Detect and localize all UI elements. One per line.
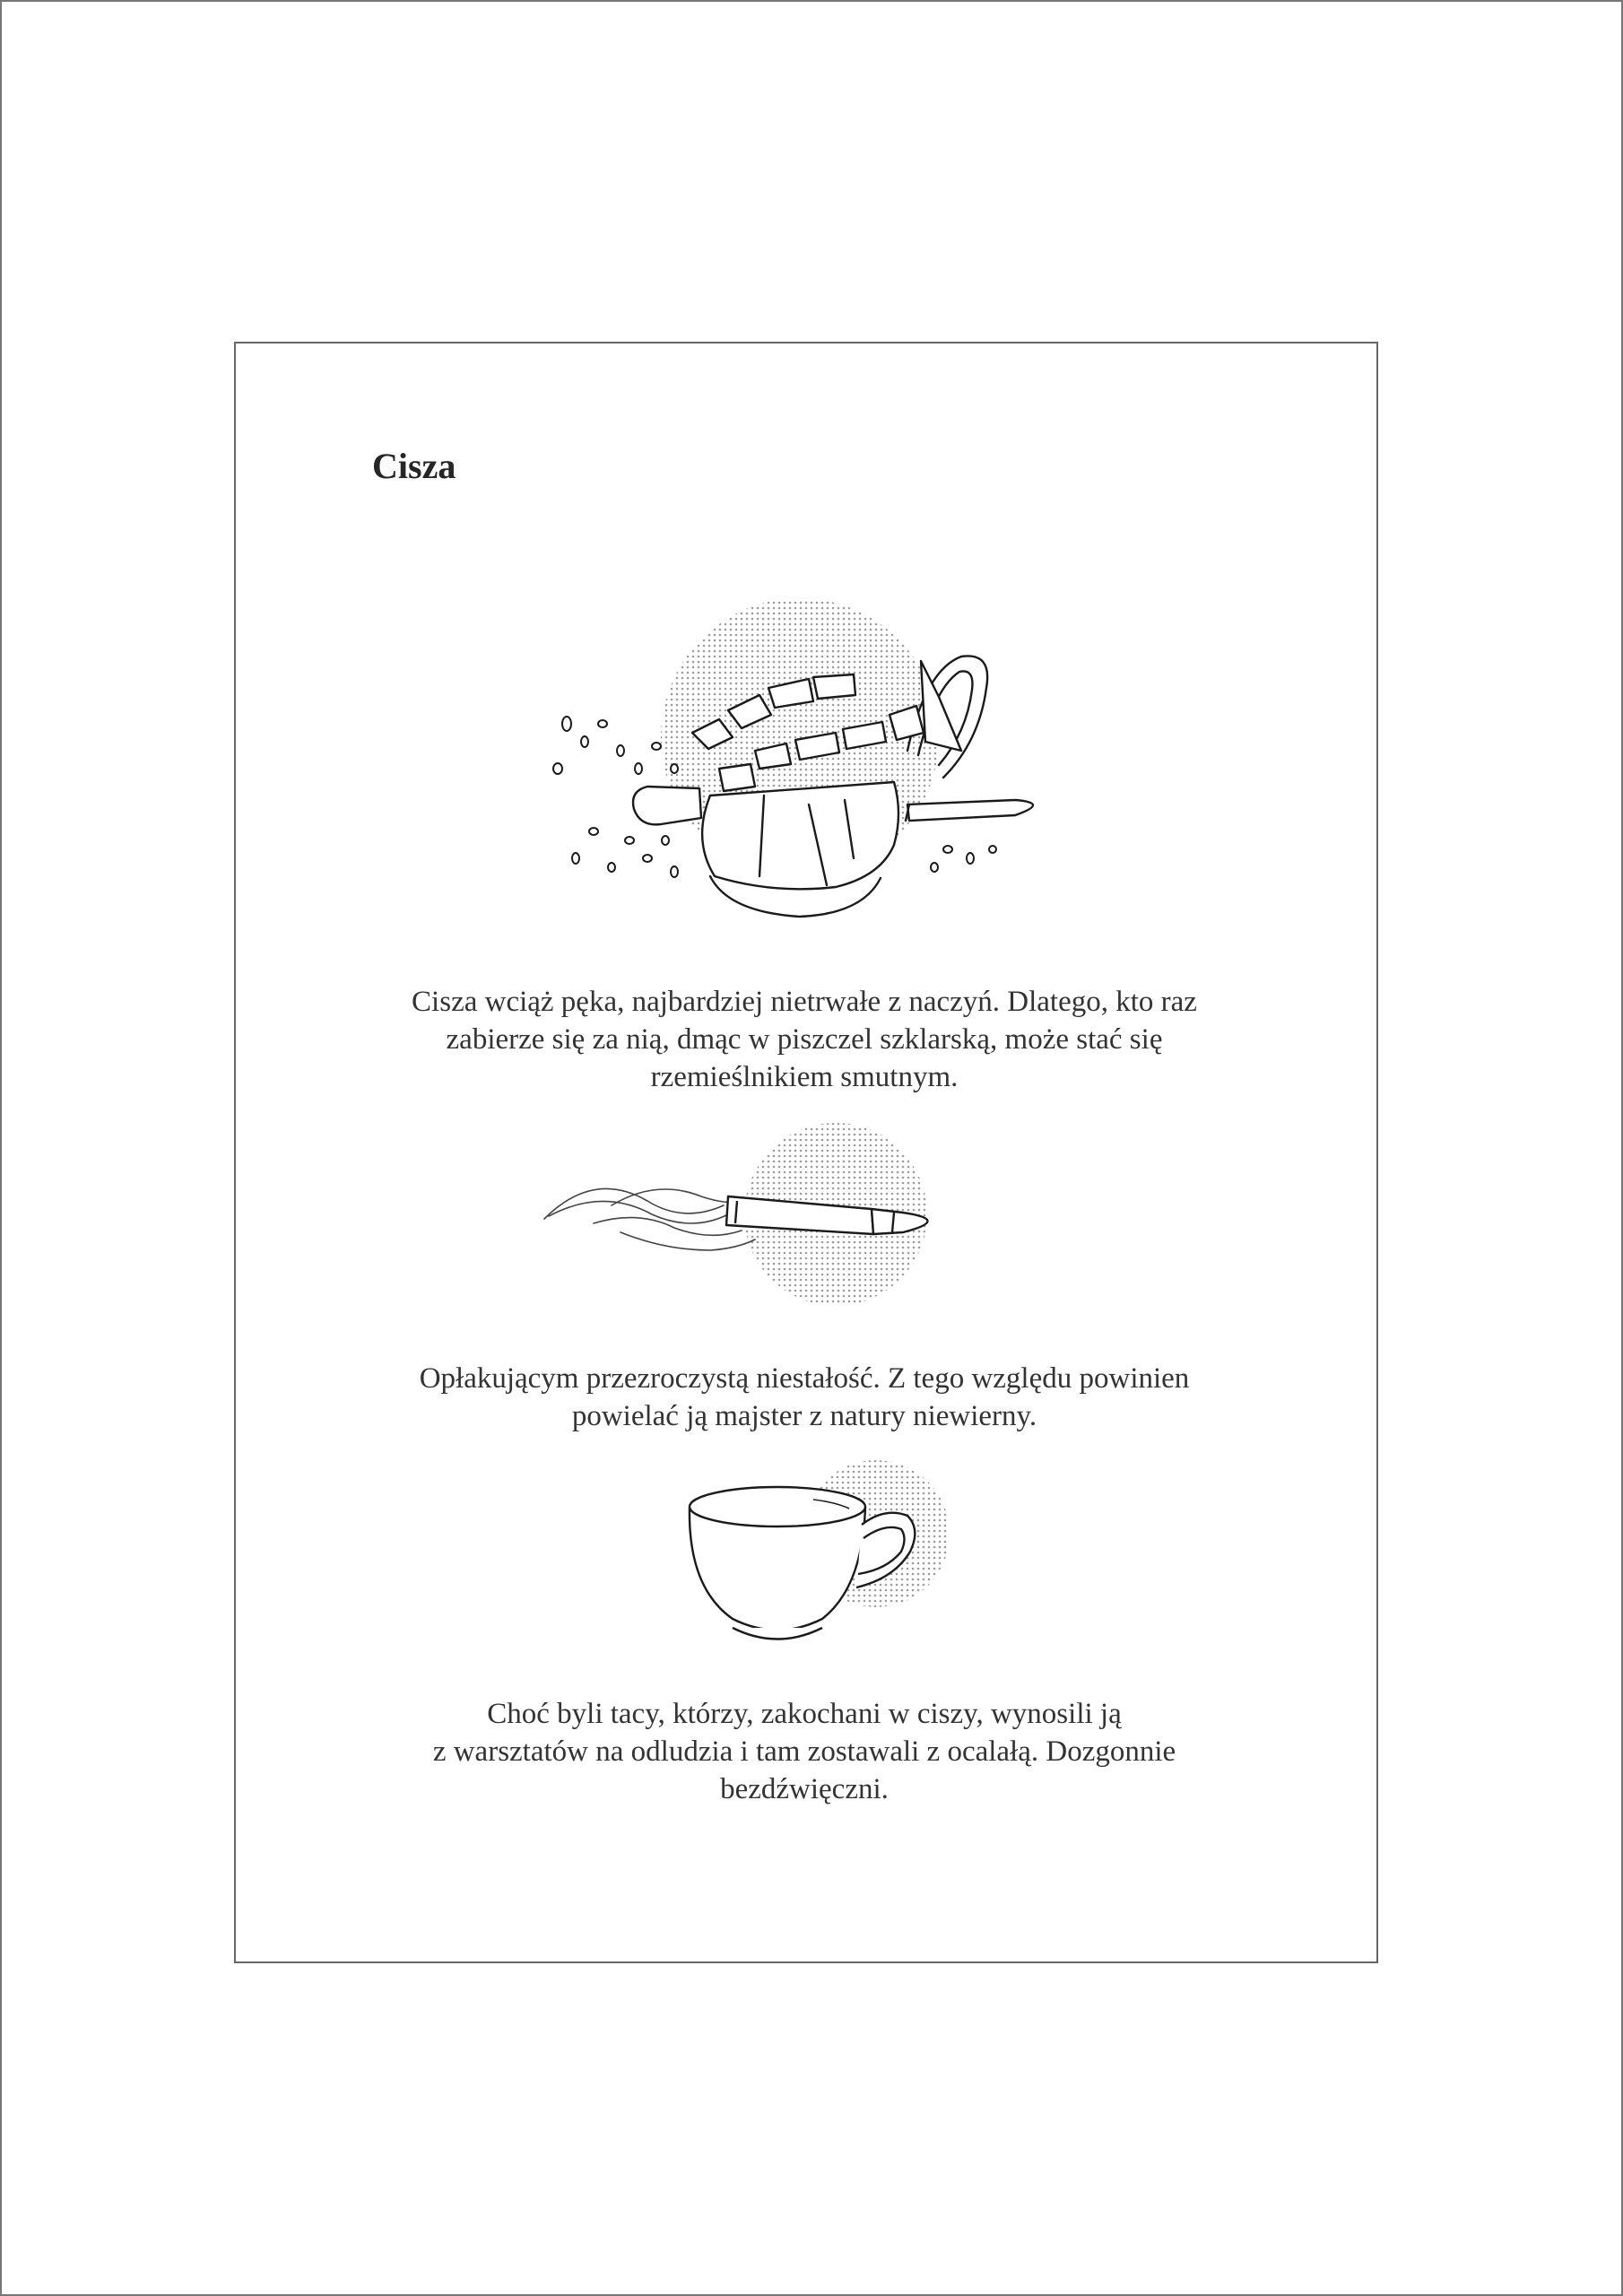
teacup-icon: [679, 1453, 948, 1659]
paragraph-3-line-3: bezdźwięczni.: [720, 1773, 889, 1805]
paragraph-1: [343, 983, 1266, 1096]
paragraph-3-line-2: z warsztatów na odludzia i tam zostawali z ocalałą. Dozgonnie: [432, 1735, 1176, 1768]
paragraph-1-line-3: rzemieślnikiem smutnym.: [650, 1061, 959, 1093]
page-title: Cisza: [372, 446, 456, 486]
paragraph-2: [343, 1360, 1266, 1435]
paragraph-2-line-2: powielać ją majster z natury niewierny.: [571, 1400, 1037, 1432]
paragraph-3: [343, 1695, 1266, 1808]
bullet-icon: [540, 1116, 988, 1313]
paragraph-2-line-1: Opłakującym przezroczystą niestałość. Z tego względu powinien: [419, 1362, 1190, 1395]
paragraph-1-line-1: Cisza wciąż pęka, najbardziej nietrwałe z naczyń. Dlatego, kto raz: [412, 986, 1197, 1018]
paragraph-1-line-2: zabierze się za nią, dmąc w piszczel szklarską, może stać się: [446, 1023, 1163, 1056]
paragraph-3-line-1: Choć byli tacy, którzy, zakochani w ciszy, wynosili ją: [487, 1698, 1122, 1730]
shattering-teapot-icon: [540, 589, 1060, 930]
